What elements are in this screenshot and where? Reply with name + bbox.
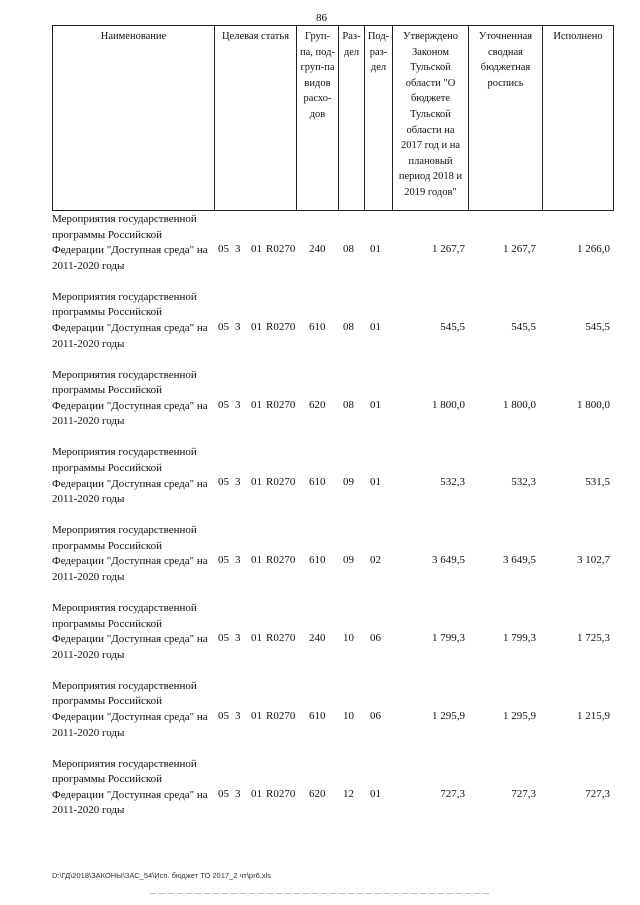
row-name: Мероприятия государственной программы Российской Федерации "Доступная среда" на 2011-2020 годы <box>52 290 208 350</box>
header-executed-text: Исполнено <box>553 31 603 42</box>
section-code: 08 <box>343 320 354 333</box>
refined-amount: 727,3 <box>511 787 536 800</box>
row-name: Мероприятия государственной программы Российской Федерации "Доступная среда" на 2011-2020 годы <box>52 213 208 272</box>
section-code: 10 <box>343 632 354 644</box>
expense-group: 240 <box>309 632 326 644</box>
table-row <box>0 523 640 601</box>
row-name: Мероприятия государственной программы Российской Федерации "Доступная среда" на 2011-2020 годы <box>52 524 208 583</box>
header-group-text: Груп-па, под-груп-па видов расхо-дов <box>300 31 335 120</box>
target-code-main-event: 01 <box>251 476 262 489</box>
expense-group: 610 <box>309 554 326 567</box>
header-refined <box>468 25 542 211</box>
bottom-divider <box>150 893 490 894</box>
target-code-main-event: 01 <box>251 243 262 255</box>
header-expense-group <box>296 25 338 211</box>
target-code-main-event: 01 <box>251 398 262 411</box>
header-approved-text: Утверждено Законом Тульской области "О бюджете Тульской области на 2017 год и на плановый период 2018 и 2019 годов" <box>398 31 463 198</box>
expense-group: 610 <box>309 709 326 722</box>
target-code-main-event: 01 <box>251 709 262 722</box>
refined-amount: 1 295,9 <box>503 709 536 722</box>
target-code-direction: R0270 <box>266 243 296 255</box>
target-code-subprogram: 3 <box>235 709 241 722</box>
executed-amount: 1 215,9 <box>577 709 610 722</box>
target-code-subprogram: 3 <box>235 787 241 800</box>
executed-amount: 727,3 <box>585 787 610 800</box>
approved-amount: 727,3 <box>440 787 465 800</box>
section-code: 08 <box>343 398 354 411</box>
refined-amount: 532,3 <box>511 476 536 489</box>
target-code-subprogram: 3 <box>235 243 241 255</box>
table-row <box>0 212 640 290</box>
target-code-subprogram: 3 <box>235 398 241 411</box>
expense-group: 610 <box>309 476 326 489</box>
file-path-footer: D:\ГД\2018\ЗАКОНЫ\ЗАС_54\Исп. бюджет ТО 2017_2 чт\pr6.xls <box>52 871 271 880</box>
section-code: 09 <box>343 476 354 489</box>
target-code-subprogram: 3 <box>235 632 241 644</box>
subsection-code: 01 <box>370 476 381 489</box>
target-code-direction: R0270 <box>266 787 296 800</box>
subsection-code: 02 <box>370 554 381 567</box>
target-code-program: 05 <box>218 243 229 255</box>
target-code-subprogram: 3 <box>235 476 241 489</box>
row-name: Мероприятия государственной программы Российской Федерации "Доступная среда" на 2011-2020 годы <box>52 368 208 428</box>
header-name <box>52 25 214 211</box>
target-code-direction: R0270 <box>266 709 296 722</box>
executed-amount: 1 800,0 <box>577 398 610 411</box>
target-code-direction: R0270 <box>266 398 296 411</box>
expense-group: 620 <box>309 787 326 800</box>
table-row <box>0 368 640 446</box>
table-row <box>0 679 640 757</box>
refined-amount: 1 799,3 <box>503 632 536 644</box>
row-name: Мероприятия государственной программы Российской Федерации "Доступная среда" на 2011-2020 годы <box>52 446 208 506</box>
refined-amount: 1 800,0 <box>503 398 536 411</box>
executed-amount: 1 266,0 <box>577 243 610 255</box>
header-name-text: Наименование <box>100 31 167 42</box>
approved-amount: 3 649,5 <box>432 554 465 567</box>
header-target-text: Целевая статья <box>221 31 290 42</box>
refined-amount: 545,5 <box>511 320 536 333</box>
target-code-program: 05 <box>218 398 229 411</box>
target-code-direction: R0270 <box>266 554 296 567</box>
page-number: 86 <box>316 12 327 24</box>
executed-amount: 3 102,7 <box>577 554 610 567</box>
subsection-code: 06 <box>370 632 381 644</box>
row-name: Мероприятия государственной программы Российской Федерации "Доступная среда" на 2011-2020 годы <box>52 679 208 739</box>
table-row <box>0 757 640 835</box>
approved-amount: 532,3 <box>440 476 465 489</box>
target-code-program: 05 <box>218 320 229 333</box>
section-code: 10 <box>343 709 354 722</box>
table-row <box>0 290 640 368</box>
header-subsection <box>364 25 392 211</box>
target-code-main-event: 01 <box>251 632 262 644</box>
header-executed <box>542 25 614 211</box>
section-code: 12 <box>343 787 354 800</box>
target-code-subprogram: 3 <box>235 320 241 333</box>
header-section-text: Раз-дел <box>342 31 361 58</box>
executed-amount: 545,5 <box>585 320 610 333</box>
header-approved <box>392 25 468 211</box>
subsection-code: 01 <box>370 398 381 411</box>
approved-amount: 1 267,7 <box>432 243 465 255</box>
subsection-code: 06 <box>370 709 381 722</box>
table-row <box>0 445 640 523</box>
header-section <box>338 25 364 211</box>
target-code-main-event: 01 <box>251 554 262 567</box>
approved-amount: 545,5 <box>440 320 465 333</box>
target-code-program: 05 <box>218 632 229 644</box>
approved-amount: 1 800,0 <box>432 398 465 411</box>
expense-group: 620 <box>309 398 326 411</box>
row-name: Мероприятия государственной программы Российской Федерации "Доступная среда" на 2011-2020 годы <box>52 757 208 817</box>
executed-amount: 531,5 <box>585 476 610 489</box>
refined-amount: 3 649,5 <box>503 554 536 567</box>
table-row <box>0 601 640 679</box>
approved-amount: 1 295,9 <box>432 709 465 722</box>
refined-amount: 1 267,7 <box>503 243 536 255</box>
header-refined-text: Уточненная сводная бюджетная роспись <box>478 31 533 89</box>
section-code: 09 <box>343 554 354 567</box>
target-code-direction: R0270 <box>266 632 296 644</box>
subsection-code: 01 <box>370 787 381 800</box>
subsection-code: 01 <box>370 243 381 255</box>
approved-amount: 1 799,3 <box>432 632 465 644</box>
target-code-program: 05 <box>218 476 229 489</box>
target-code-program: 05 <box>218 787 229 800</box>
target-code-main-event: 01 <box>251 320 262 333</box>
row-name: Мероприятия государственной программы Российской Федерации "Доступная среда" на 2011-2020 годы <box>52 602 208 661</box>
target-code-direction: R0270 <box>266 320 296 333</box>
subsection-code: 01 <box>370 320 381 333</box>
section-code: 08 <box>343 243 354 255</box>
executed-amount: 1 725,3 <box>577 632 610 644</box>
expense-group: 610 <box>309 320 326 333</box>
target-code-subprogram: 3 <box>235 554 241 567</box>
target-code-main-event: 01 <box>251 787 262 800</box>
header-subsection-text: Под-раз-дел <box>367 31 390 74</box>
header-target-article <box>214 25 296 211</box>
target-code-program: 05 <box>218 709 229 722</box>
target-code-direction: R0270 <box>266 476 296 489</box>
target-code-program: 05 <box>218 554 229 567</box>
expense-group: 240 <box>309 243 326 255</box>
